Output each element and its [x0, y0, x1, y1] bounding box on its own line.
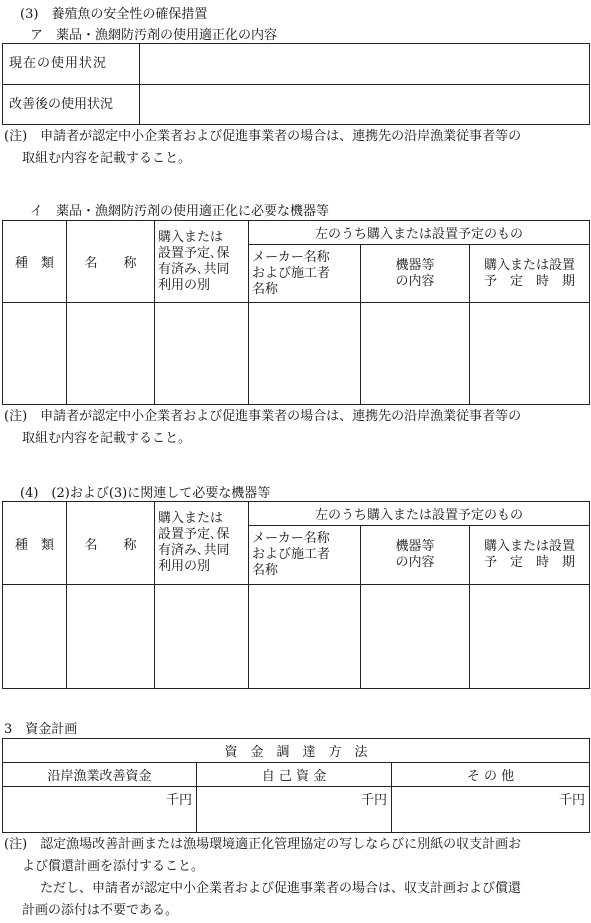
- group-header: 左のうち購入または設置予定のもの: [249, 221, 590, 245]
- cell-content[interactable]: [361, 585, 470, 689]
- cell-type[interactable]: [3, 303, 67, 405]
- subsection-i-heading: イ 薬品・漁網防汚剤の使用適正化に必要な機器等: [30, 204, 330, 219]
- col-maker-header: メーカー名称 および施工者 名称: [249, 245, 361, 303]
- col-name-header: 名 称: [67, 221, 155, 303]
- subsection-a-heading: ア 薬品・漁網防汚剤の使用適正化の内容: [30, 28, 278, 43]
- other-fund-amount[interactable]: [392, 787, 590, 833]
- own-fund-amount[interactable]: [197, 787, 392, 833]
- usage-table: [2, 43, 590, 125]
- funding-table: [2, 738, 590, 833]
- cell-timing[interactable]: [470, 303, 590, 405]
- col-content-header: 機器等 の内容: [361, 526, 470, 585]
- cell-purchase[interactable]: [155, 585, 249, 689]
- unit-label: 千円: [165, 793, 192, 808]
- cell-content[interactable]: [361, 303, 470, 405]
- equipment-table-1: [2, 220, 590, 405]
- current-usage-label: 現在の使用状況: [3, 44, 140, 85]
- col-timing-header: 購入または設置 予 定 時 期: [470, 245, 590, 303]
- col-coastal-fund: 沿岸漁業改善資金: [3, 763, 197, 787]
- unit-label: 千円: [360, 793, 387, 808]
- col-type-header: 種 類: [3, 221, 67, 303]
- col-type-header: 種 類: [3, 502, 67, 585]
- note-2-line-2: 取組む内容を記載すること。: [22, 431, 192, 446]
- col-timing-header: 購入または設置 予 定 時 期: [470, 526, 590, 585]
- funding-title: 資 金 調 達 方 法: [3, 739, 590, 763]
- section-4-heading: (4) (2)および(3)に関連して必要な機器等: [20, 486, 271, 501]
- note-2-line-1: (注) 申請者が認定中小企業者および促進事業者の場合は、連携先の沿岸漁業従事者等の: [4, 409, 522, 424]
- unit-label: 千円: [558, 793, 585, 808]
- funding-note-line-4: 計画の添付は不要である。: [22, 903, 179, 918]
- col-own-fund: 自 己 資 金: [197, 763, 392, 787]
- col-purchase-header: 購入または 設置予定､保 有済み､共同 利用の別: [155, 221, 249, 303]
- improved-usage-label: 改善後の使用状況: [3, 85, 140, 125]
- col-other-fund: そ の 他: [392, 763, 590, 787]
- col-name-header: 名 称: [67, 502, 155, 585]
- col-maker-header: メーカー名称 および施工者 名称: [249, 526, 361, 585]
- cell-maker[interactable]: [249, 303, 361, 405]
- note-1-line-2: 取組む内容を記載すること。: [22, 151, 192, 166]
- col-content-header: 機器等 の内容: [361, 245, 470, 303]
- equipment-table-2: [2, 501, 590, 689]
- coastal-fund-amount[interactable]: [3, 787, 197, 833]
- cell-name[interactable]: [67, 303, 155, 405]
- funding-note-line-2: よび償還計画を添付すること。: [22, 859, 205, 874]
- funding-section-heading: 3 資金計画: [4, 722, 78, 737]
- cell-maker[interactable]: [249, 585, 361, 689]
- cell-name[interactable]: [67, 585, 155, 689]
- group-header: 左のうち購入または設置予定のもの: [249, 502, 590, 526]
- current-usage-field[interactable]: [140, 44, 590, 85]
- cell-type[interactable]: [3, 585, 67, 689]
- funding-note-line-1: (注) 認定漁場改善計画または漁場環境適正化管理協定の写しならびに別紙の収支計画お: [4, 837, 522, 852]
- col-purchase-header: 購入または 設置予定､保 有済み､共同 利用の別: [155, 502, 249, 585]
- section-3-heading: (3) 養殖魚の安全性の確保措置: [20, 7, 208, 22]
- note-1-line-1: (注) 申請者が認定中小企業者および促進事業者の場合は、連携先の沿岸漁業従事者等の: [4, 129, 522, 144]
- cell-timing[interactable]: [470, 585, 590, 689]
- funding-note-line-3: ただし、申請者が認定中小企業者および促進事業者の場合は、収支計画および償還: [40, 881, 522, 896]
- improved-usage-field[interactable]: [140, 85, 590, 125]
- cell-purchase[interactable]: [155, 303, 249, 405]
